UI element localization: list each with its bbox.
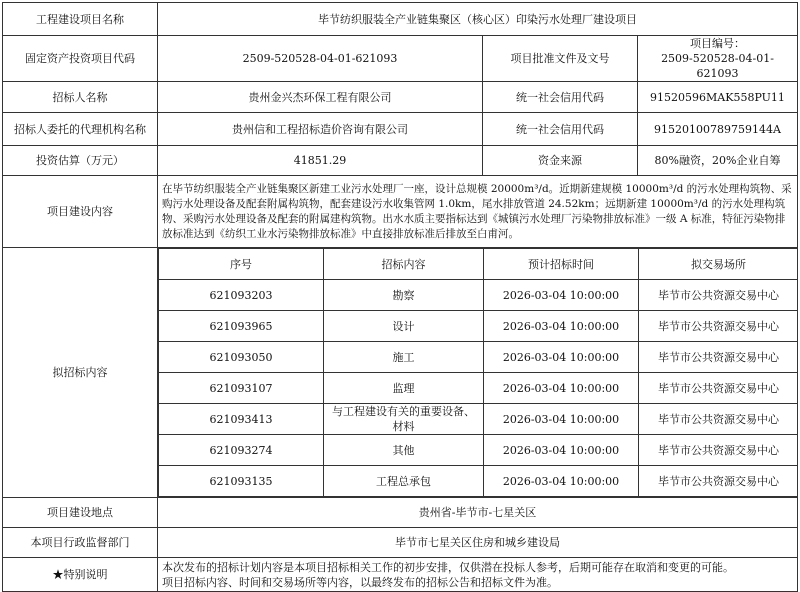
label-fund-source: 资金来源 xyxy=(483,146,638,176)
cell-seq: 621093135 xyxy=(159,466,324,497)
row-fixed-asset xyxy=(3,36,798,82)
label-fixed-asset-code: 固定资产投资项目代码 xyxy=(3,36,158,82)
subtable-header: 拟交易场所 xyxy=(639,249,798,280)
row-supervisor xyxy=(3,528,798,558)
approval-doc-line2: 2509-520528-04-01-621093 xyxy=(661,52,774,80)
row-bidder xyxy=(3,82,798,113)
value-bidder-name: 贵州金兴杰环保工程有限公司 xyxy=(158,82,483,113)
approval-doc-line1: 项目编号： xyxy=(690,37,745,50)
value-investment: 41851.29 xyxy=(158,146,483,176)
cell-venue: 毕节市公共资源交易中心 xyxy=(639,342,798,373)
cell-content: 设计 xyxy=(324,311,484,342)
cell-venue: 毕节市公共资源交易中心 xyxy=(639,404,798,435)
table-row xyxy=(159,435,798,466)
value-agent-name: 贵州信和工程招标造价咨询有限公司 xyxy=(158,113,483,146)
cell-content: 其他 xyxy=(324,435,484,466)
cell-time: 2026-03-04 10:00:00 xyxy=(484,435,639,466)
row-planned xyxy=(3,248,798,498)
table-row xyxy=(159,280,798,311)
cell-time: 2026-03-04 10:00:00 xyxy=(484,311,639,342)
row-investment xyxy=(3,146,798,176)
value-content: 在毕节纺织服装全产业链集聚区新建工业污水处理厂一座，设计总规模 20000m³/d。近期新建规模 10000m³/d 的污水处理构筑物、采购污水处理设备及配套附属构筑物，配套建设污水收集管网 1.0km，尾水排放管道 24.52km；远期新建 10000m³/d 的污水处理构筑物、采购污水处理设备及配套的附属建构筑物。出水水质主要指标达到《城镇污水处理厂污染物排放标准》一级 A 标准，特征污染物排放标准达到《纺织工业水污染物排放标准》中直接排放标准后排放至白甫河。 xyxy=(158,176,798,248)
label-content: 项目建设内容 xyxy=(3,176,158,248)
planned-subtable xyxy=(158,248,798,497)
label-location: 项目建设地点 xyxy=(3,498,158,528)
cell-time: 2026-03-04 10:00:00 xyxy=(484,280,639,311)
cell-venue: 毕节市公共资源交易中心 xyxy=(639,280,798,311)
value-project-name: 毕节纺织服装全产业链集聚区（核心区）印染污水处理厂建设项目 xyxy=(158,3,798,36)
cell-content: 勘察 xyxy=(324,280,484,311)
cell-time: 2026-03-04 10:00:00 xyxy=(484,466,639,497)
label-notes: ★特别说明 xyxy=(3,558,158,592)
label-approval-doc: 项目批准文件及文号 xyxy=(483,36,638,82)
cell-content: 工程总承包 xyxy=(324,466,484,497)
table-row xyxy=(159,342,798,373)
cell-seq: 621093107 xyxy=(159,373,324,404)
cell-seq: 621093965 xyxy=(159,311,324,342)
label-bidder-name: 招标人名称 xyxy=(3,82,158,113)
value-supervisor: 毕节市七星关区住房和城乡建设局 xyxy=(158,528,798,558)
cell-venue: 毕节市公共资源交易中心 xyxy=(639,466,798,497)
cell-time: 2026-03-04 10:00:00 xyxy=(484,342,639,373)
subtable-header: 序号 xyxy=(159,249,324,280)
cell-venue: 毕节市公共资源交易中心 xyxy=(639,373,798,404)
table-row xyxy=(159,373,798,404)
cell-content: 施工 xyxy=(324,342,484,373)
subtable-header: 预计招标时间 xyxy=(484,249,639,280)
label-planned: 拟招标内容 xyxy=(3,248,158,498)
row-project-name xyxy=(3,3,798,36)
cell-seq: 621093274 xyxy=(159,435,324,466)
label-project-name: 工程建设项目名称 xyxy=(3,3,158,36)
value-location: 贵州省-毕节市-七星关区 xyxy=(158,498,798,528)
label-credit-code-1: 统一社会信用代码 xyxy=(483,82,638,113)
value-credit-code-2: 9152010078975914​4A xyxy=(638,113,798,146)
planned-subtable-cell xyxy=(158,248,798,498)
label-investment: 投资估算（万元） xyxy=(3,146,158,176)
cell-seq: 621093050 xyxy=(159,342,324,373)
row-content xyxy=(3,176,798,248)
label-supervisor: 本项目行政监督部门 xyxy=(3,528,158,558)
table-row xyxy=(159,404,798,435)
value-credit-code-1: 91520596MAK558PU11 xyxy=(638,82,798,113)
cell-seq: 621093203 xyxy=(159,280,324,311)
subtable-header-row xyxy=(159,249,798,280)
value-fixed-asset-code: 2509-520528-04-01-621093 xyxy=(158,36,483,82)
cell-content: 监理 xyxy=(324,373,484,404)
row-location xyxy=(3,498,798,528)
notes-line2: 项目招标内容、时间和交易场所等内容，以最终发布的招标公告和招标文件为准。 xyxy=(162,575,558,589)
cell-seq: 621093413 xyxy=(159,404,324,435)
value-notes xyxy=(158,558,798,592)
label-credit-code-2: 统一社会信用代码 xyxy=(483,113,638,146)
label-agent-name: 招标人委托的代理机构名称 xyxy=(3,113,158,146)
value-approval-doc xyxy=(638,36,798,82)
cell-time: 2026-03-04 10:00:00 xyxy=(484,404,639,435)
subtable-header: 招标内容 xyxy=(324,249,484,280)
table-row xyxy=(159,466,798,497)
notes-line1: 本次发布的招标计划内容是本项目招标相关工作的初步安排，仅供潜在投标人参考，后期可能存在取消和变更的可能。 xyxy=(162,560,734,574)
row-notes xyxy=(3,558,798,592)
project-info-table xyxy=(2,2,798,592)
value-fund-source: 80%融资，20%企业自筹 xyxy=(638,146,798,176)
cell-venue: 毕节市公共资源交易中心 xyxy=(639,435,798,466)
table-row xyxy=(159,311,798,342)
cell-content: 与工程建设有关的重要设备、材料 xyxy=(324,404,484,435)
cell-venue: 毕节市公共资源交易中心 xyxy=(639,311,798,342)
cell-time: 2026-03-04 10:00:00 xyxy=(484,373,639,404)
row-agent xyxy=(3,113,798,146)
